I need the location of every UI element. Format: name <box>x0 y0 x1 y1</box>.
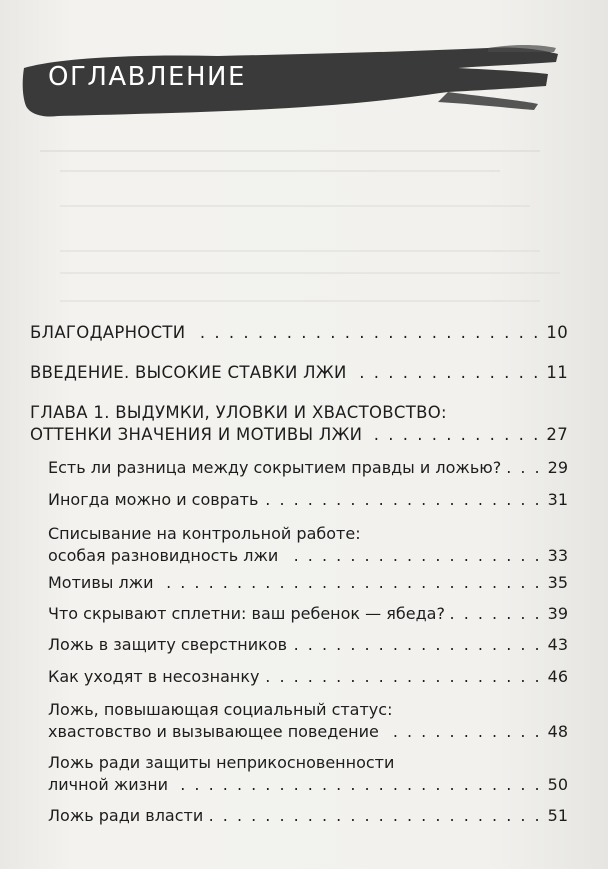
toc-entry-privacy[interactable] <box>48 774 568 796</box>
dot-leader <box>174 774 542 796</box>
bleed-through-text <box>60 300 540 302</box>
bleed-through-text <box>60 205 530 207</box>
toc-entry-title: ОТТЕНКИ ЗНАЧЕНИЯ И МОТИВЫ ЛЖИ <box>30 425 363 444</box>
bleed-through-text <box>60 170 500 172</box>
toc-entry-cheating[interactable] <box>48 545 568 567</box>
toc-entry-gossip[interactable] <box>48 603 568 625</box>
toc-entry-title: БЛАГОДАРНОСТИ <box>30 323 186 342</box>
toc-entry-denial[interactable] <box>48 666 568 688</box>
bleed-through-text <box>60 250 540 252</box>
toc-entry-title: ВВЕДЕНИЕ. ВЫСОКИЕ СТАВКИ ЛЖИ <box>30 363 347 382</box>
dot-leader <box>266 666 542 688</box>
toc-page-number: 51 <box>547 806 568 825</box>
dot-leader <box>353 362 541 384</box>
dot-leader <box>451 603 542 625</box>
toc-entry-title: Мотивы лжи <box>48 573 154 592</box>
toc-entry-privacy-line1[interactable]: Ложь ради защиты неприкосновенности <box>48 753 395 772</box>
toc-page-number: 27 <box>546 425 568 444</box>
toc-entry-concealment-vs-lie[interactable] <box>48 457 568 479</box>
toc-entry-chapter1-line1[interactable]: ГЛАВА 1. ВЫДУМКИ, УЛОВКИ И ХВАСТОВСТВО: <box>30 403 447 422</box>
toc-entry-title: Ложь ради власти <box>48 806 204 825</box>
dot-leader <box>368 424 540 446</box>
bleed-through-text <box>40 150 540 152</box>
toc-entry-status-line1[interactable]: Ложь, повышающая социальный статус: <box>48 700 393 719</box>
toc-page-number: 31 <box>547 490 568 509</box>
toc-page-number: 11 <box>546 363 568 382</box>
toc-entry-sometimes-lie[interactable] <box>48 489 568 511</box>
toc-entry-title: Что скрывают сплетни: ваш ребенок — ябеда? <box>48 604 445 623</box>
page-title: ОГЛАВЛЕНИЕ <box>48 62 246 92</box>
toc-entry-chapter1[interactable] <box>30 424 568 446</box>
toc-entry-power[interactable] <box>48 805 568 827</box>
dot-leader <box>264 489 541 511</box>
toc-page-number: 43 <box>547 635 568 654</box>
toc-page-number: 46 <box>547 667 568 686</box>
toc-page-number: 33 <box>547 546 568 565</box>
dot-leader <box>209 805 541 827</box>
toc-page-number: 48 <box>547 722 568 741</box>
toc-entry-acknowledgements[interactable] <box>30 322 568 344</box>
toc-entry-title: Как уходят в несознанку <box>48 667 260 686</box>
toc-entry-title: Иногда можно и соврать <box>48 490 259 509</box>
toc-page-number: 39 <box>547 604 568 623</box>
toc-entry-title: личной жизни <box>48 775 168 794</box>
toc-page-number: 50 <box>547 775 568 794</box>
dot-leader <box>191 322 540 344</box>
toc-entry-title: особая разновидность лжи <box>48 546 279 565</box>
dot-leader <box>293 634 542 656</box>
toc-page-number: 10 <box>546 323 568 342</box>
toc-entry-status[interactable] <box>48 721 568 743</box>
dot-leader <box>284 545 541 567</box>
toc-entry-peer-protection[interactable] <box>48 634 568 656</box>
toc-page-number: 29 <box>547 458 568 477</box>
dot-leader <box>507 457 541 479</box>
toc-page-number: 35 <box>547 573 568 592</box>
toc-entry-title: хвастовство и вызывающее поведение <box>48 722 379 741</box>
toc-entry-cheating-line1[interactable]: Списывание на контрольной работе: <box>48 524 361 543</box>
dot-leader <box>385 721 542 743</box>
toc-entry-title: Есть ли разница между сокрытием правды и ложью? <box>48 458 502 477</box>
toc-entry-title: Ложь в защиту сверстников <box>48 635 288 654</box>
toc-entry-motives[interactable] <box>48 572 568 594</box>
bleed-through-text <box>60 272 560 274</box>
dot-leader <box>160 572 542 594</box>
toc-entry-introduction[interactable] <box>30 362 568 384</box>
